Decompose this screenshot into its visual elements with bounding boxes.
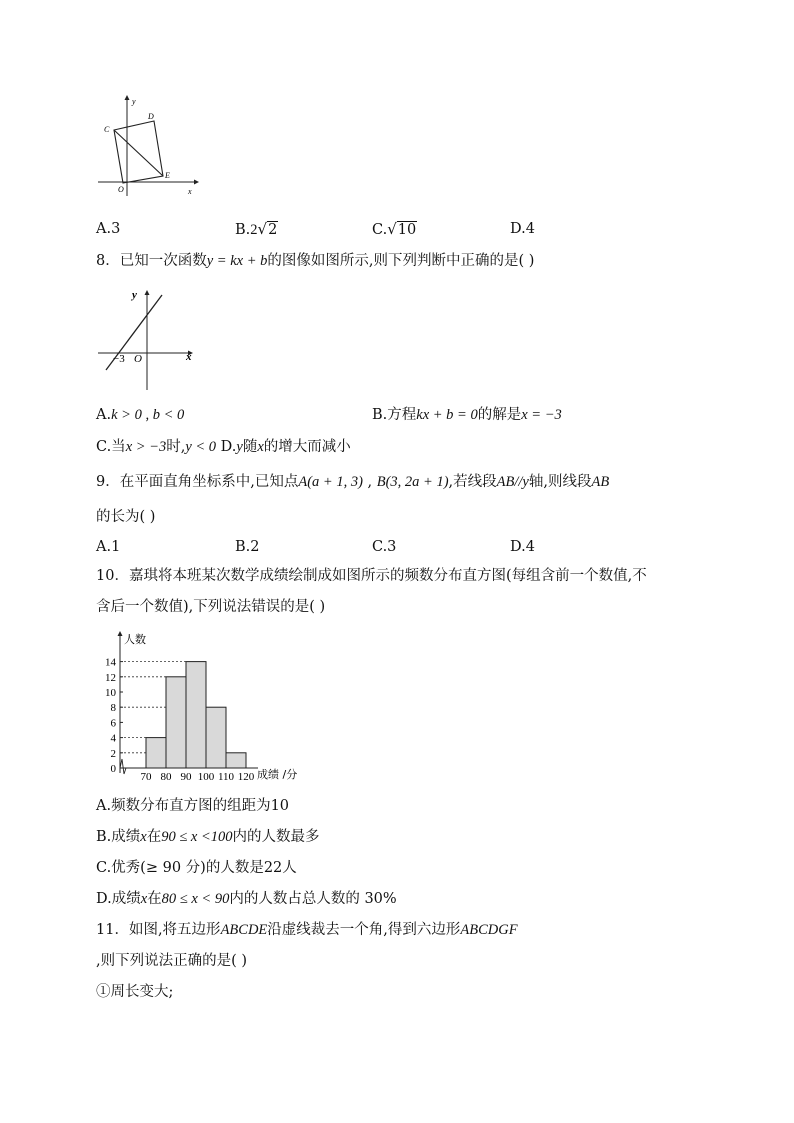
q9-comma: , [362, 474, 377, 490]
q8-option-b-prefix: B.方程 [372, 407, 417, 423]
q8-stem-suffix: 的图像如图所示,则下列判断中正确的是( ) [267, 253, 535, 269]
q7-square [114, 121, 163, 183]
q9-segment: AB//y [496, 474, 529, 490]
q8-label-o: O [134, 353, 142, 365]
hist-y-tick-label: 2 [110, 747, 116, 760]
q8-option-b-mid: 的解是 [477, 407, 522, 423]
q11-pentagon: ABCDE [220, 922, 268, 938]
hist-xlabel: 成绩 /分 [257, 768, 298, 781]
q7-option-d: D.4 [510, 221, 535, 237]
q8-option-b [372, 405, 562, 425]
q8-label-neg3: −3 [113, 353, 125, 365]
q10-option-b [96, 827, 320, 847]
q10-option-d-range: 80 ≤ x < 90 [161, 891, 230, 907]
q11-stem-line2: ,则下列说法正确的是( ) [96, 953, 248, 969]
q10-option-a: A.频数分布直方图的组距为10 [96, 798, 290, 814]
q8-option-b-eq: kx + b = 0 [416, 407, 478, 423]
q8-option-c-mid: 时, [166, 439, 186, 455]
q8-figure [96, 286, 200, 392]
hist-axis-break [120, 759, 126, 774]
q9-point-a: A(a + 1, 3) [298, 474, 363, 490]
q10-option-b-prefix: B.成绩 [96, 829, 141, 845]
hist-x-tick-label: 90 [180, 771, 192, 783]
hist-bar [186, 662, 206, 768]
q10-option-c: C.优秀(≥ 90 分)的人数是22人 [96, 860, 297, 876]
q10-option-d-suffix: 内的人数占总人数的 30% [229, 891, 397, 907]
q8-option-d-y: y [236, 439, 243, 455]
q10-option-d-prefix: D.成绩 [96, 891, 141, 907]
hist-y-arrow [118, 631, 123, 636]
q10-option-d-x: x [140, 891, 148, 907]
q10-stem-line2: 含后一个数值),下列说法错误的是( ) [96, 599, 326, 615]
q10-option-b-x: x [140, 829, 147, 845]
q11-stem-mid: 沿虚线裁去一个角,得到六边形 [267, 922, 461, 938]
q8-label-y: y [132, 289, 137, 301]
q7-option-a: A.3 [96, 221, 121, 237]
hist-y-tick-label: 14 [105, 656, 116, 669]
q9-option-c: C.3 [372, 539, 397, 555]
q7-option-b-prefix: B. [235, 222, 251, 238]
hist-y-tick-label: 0 [110, 763, 116, 775]
q11-item-1: ①周长变大; [96, 984, 174, 1000]
q11-hexagon: ABCDGF [460, 922, 518, 938]
q7-label-y: y [132, 97, 136, 106]
hist-y-tick-label: 10 [105, 687, 116, 699]
q10-histogram [92, 628, 302, 786]
q7-option-c [372, 219, 417, 240]
q9-stem-mid2: 轴,则线段 [528, 474, 592, 490]
hist-x-tick-label: 70 [140, 771, 152, 783]
q9-point-b: B(3, 2a + 1) [376, 474, 449, 490]
hist-bar [166, 677, 186, 768]
q9-stem-line2: 的长为( ) [96, 509, 156, 525]
q7-label-o: O [118, 185, 124, 194]
q8-option-c-d [96, 437, 351, 457]
q7-label-x: x [188, 187, 192, 196]
hist-x-tick-label: 80 [160, 771, 172, 783]
q9-option-a: A.1 [96, 539, 121, 555]
hist-y-tick-label: 8 [110, 702, 116, 715]
q7-y-arrow [125, 95, 130, 100]
hist-y-tick-label: 6 [110, 717, 116, 730]
hist-bar [206, 707, 226, 768]
q10-option-b-mid: 在 [146, 829, 162, 845]
q9-stem-mid: ,若线段 [448, 474, 497, 490]
hist-x-tick-label: 120 [237, 771, 255, 783]
sqrt-icon: √ [387, 220, 397, 238]
q10-option-b-range: 90 ≤ x <100 [161, 829, 233, 845]
q7-label-c: C [104, 125, 110, 134]
q8-option-c-cond: x > −3 [125, 439, 167, 455]
q8-label-x: x [186, 351, 192, 363]
sqrt-icon: √ [257, 220, 268, 238]
hist-bar [146, 738, 166, 768]
q8-y-arrow [145, 290, 150, 295]
q10-option-d [96, 889, 397, 909]
q8-option-c-res: y < 0 [185, 439, 217, 455]
q7-x-arrow [194, 180, 199, 185]
q11-stem-line1 [96, 920, 518, 940]
hist-y-tick-label: 4 [110, 732, 116, 745]
q8-option-d-suffix: 的增大而减小 [263, 439, 351, 455]
q9-stem-line1 [96, 472, 609, 492]
q7-label-d: D [148, 112, 154, 121]
q7-option-b-radicand: 2 [268, 222, 278, 238]
q9-option-d: D.4 [510, 539, 535, 555]
q8-option-d-mid: 随 [242, 439, 258, 455]
hist-bar [226, 753, 246, 768]
q7-option-c-radicand: 10 [397, 222, 417, 238]
hist-ylabel: 人数 [124, 633, 146, 646]
hist-x-tick-label: 110 [217, 771, 235, 783]
q9-stem-prefix: 9．在平面直角坐标系中,已知点 [96, 474, 299, 490]
q7-option-c-prefix: C. [372, 222, 388, 238]
q10-option-b-suffix: 内的人数最多 [232, 829, 320, 845]
q8-formula: y = kx + b [206, 253, 268, 269]
q10-option-d-mid: 在 [147, 891, 162, 907]
q8-option-d-prefix: D. [220, 439, 237, 455]
q7-option-b [235, 219, 278, 240]
q8-option-a-math: k > 0 , b < 0 [111, 407, 185, 423]
hist-x-tick-label: 100 [197, 771, 215, 783]
q7-label-e: E [165, 171, 170, 180]
q8-stem [96, 251, 534, 271]
q8-option-b-sol: x = −3 [521, 407, 562, 423]
q11-stem-prefix: 11．如图,将五边形 [96, 922, 221, 938]
q9-option-b: B.2 [235, 539, 260, 555]
q8-option-d-x: x [257, 439, 264, 455]
q10-stem-line1: 10．嘉琪将本班某次数学成绩绘制成如图所示的频数分布直方图(每组含前一个数值,不 [96, 568, 647, 584]
hist-y-tick-label: 12 [105, 671, 116, 684]
q8-stem-prefix: 8．已知一次函数 [96, 253, 207, 269]
q8-option-c-prefix: C.当 [96, 439, 126, 455]
q9-segment2: AB [591, 474, 610, 490]
q7-figure [96, 92, 206, 202]
q7-diagonal [114, 130, 163, 176]
q8-option-a [96, 405, 184, 425]
q7-option-b-coef: 2 [250, 222, 258, 238]
q8-option-a-prefix: A. [96, 407, 112, 423]
